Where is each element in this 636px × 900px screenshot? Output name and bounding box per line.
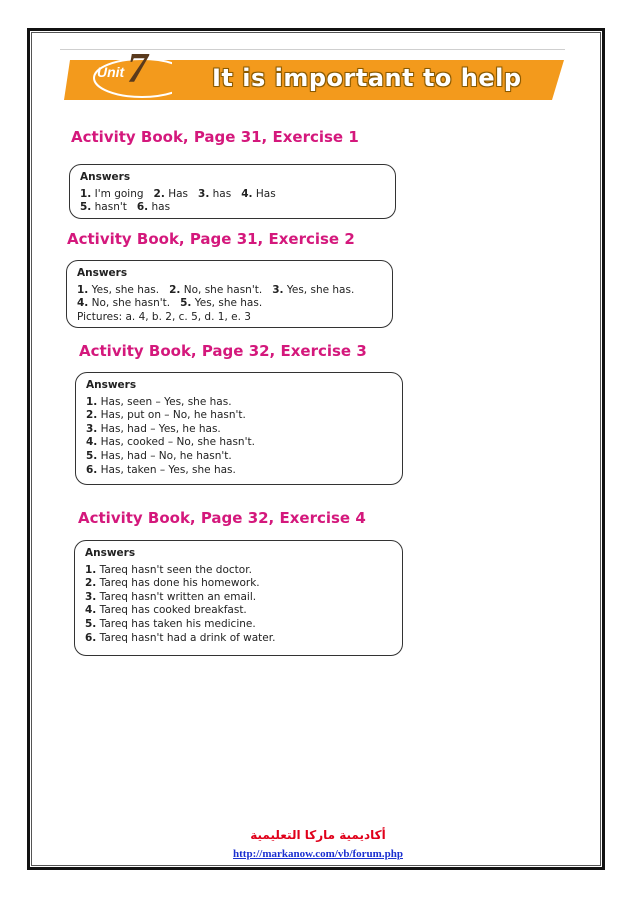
answer-line: 5. Tareq has taken his medicine. [85,617,256,630]
answers-label: Answers [77,267,128,279]
answer-line: 6. Has, taken – Yes, she has. [86,463,236,476]
answer-line: 4. No, she hasn't. 5. Yes, she has. [77,297,263,310]
answer-line: 5. hasn't 6. has [80,201,171,214]
answer-line: 2. Tareq has done his homework. [85,577,260,590]
answer-box [66,260,393,328]
footer-arabic-text: أكاديمية ماركا التعليمية [250,828,386,842]
answer-line: 6. Tareq hasn't had a drink of water. [85,631,276,644]
section-heading: Activity Book, Page 32, Exercise 3 [79,342,367,360]
answer-line: 4. Has, cooked – No, she hasn't. [86,436,255,449]
answer-line: 3. Tareq hasn't written an email. [85,590,257,603]
answer-line: Pictures: a. 4, b. 2, c. 5, d. 1, e. 3 [77,310,251,323]
answer-line: 1. Has, seen – Yes, she has. [86,395,232,408]
answer-box [74,540,403,656]
answer-line: 1. Tareq hasn't seen the doctor. [85,563,252,576]
section-heading: Activity Book, Page 31, Exercise 2 [67,230,355,248]
unit-title: It is important to help [212,64,522,92]
unit-number: 7 [127,46,148,92]
section-heading: Activity Book, Page 31, Exercise 1 [71,128,359,146]
answers-label: Answers [80,171,131,183]
footer-link[interactable]: http://markanow.com/vb/forum.php [233,848,403,860]
section-heading: Activity Book, Page 32, Exercise 4 [78,509,366,527]
answer-line: 5. Has, had – No, he hasn't. [86,449,232,462]
answers-label: Answers [85,547,136,559]
answer-box [75,372,403,485]
answer-line: 1. I'm going 2. Has 3. has 4. Has [80,187,276,200]
answer-line: 2. Has, put on – No, he hasn't. [86,409,246,422]
answer-line: 4. Tareq has cooked breakfast. [85,604,247,617]
answer-box [69,164,396,219]
answers-label: Answers [86,379,137,391]
answer-line: 1. Yes, she has. 2. No, she hasn't. 3. Yes, she has. [77,283,355,296]
unit-label: Unit [97,64,125,80]
answer-line: 3. Has, had – Yes, he has. [86,422,221,435]
